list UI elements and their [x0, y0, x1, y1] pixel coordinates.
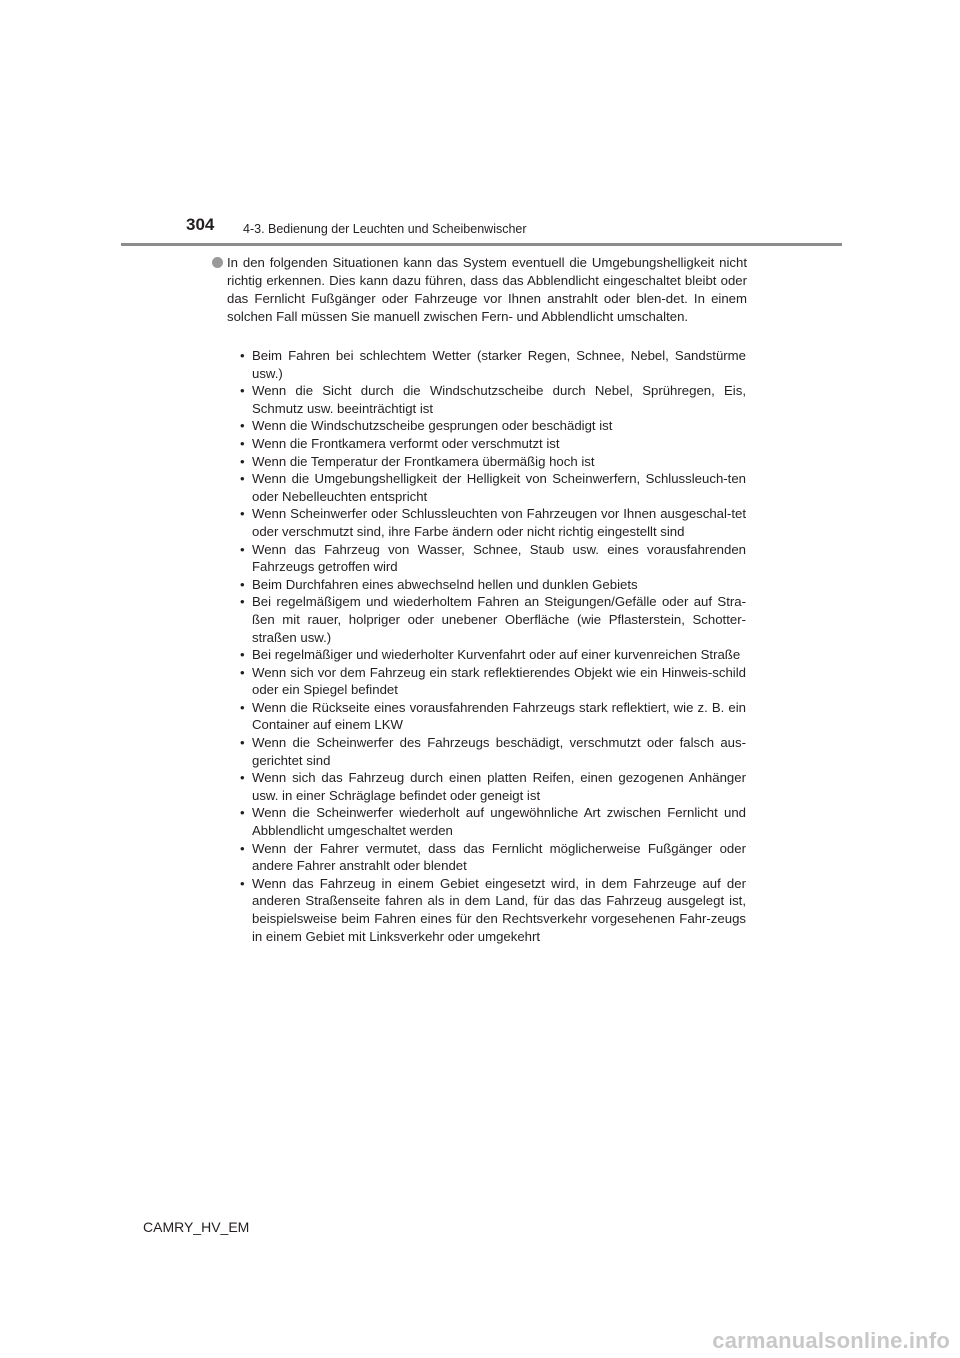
- watermark-logo: carmanualsonline.info: [712, 1328, 950, 1353]
- bullet-icon: •: [240, 506, 245, 522]
- list-item: [240, 541, 746, 576]
- bullet-icon: •: [240, 471, 245, 487]
- section-title: 4-3. Bedienung der Leuchten und Scheibenwischer: [243, 222, 527, 236]
- list-item: [240, 435, 746, 453]
- intro-text: In den folgenden Situationen kann das System eventuell die Umgebungshelligkeit nicht richtig erkennen. Dies kann dazu führen, dass das Abblendlicht eingeschaltet bleibt oder das Fernlicht Fußgänger oder Fahrzeuge vor Ihnen anstrahlt oder blen-det. In einem solchen Fall müssen Sie manuell zwischen Fern- und Abblendlicht umschalten.: [227, 255, 747, 324]
- list-item-text: Wenn sich vor dem Fahrzeug ein stark reflektierendes Objekt wie ein Hinweis-schild oder ein Spiegel befindet: [252, 664, 746, 698]
- bullet-icon: •: [240, 840, 245, 856]
- header-divider: [121, 243, 842, 246]
- list-item-text: Wenn die Sicht durch die Windschutzscheibe durch Nebel, Sprühregen, Eis, Schmutz usw. beeinträchtigt ist: [252, 383, 746, 416]
- bullet-icon: •: [240, 770, 245, 786]
- list-item-text: Beim Durchfahren eines abwechselnd hellen und dunklen Gebiets: [252, 576, 638, 592]
- bullet-icon: •: [240, 875, 245, 891]
- bullet-icon: •: [240, 805, 245, 821]
- list-item-text: Wenn die Windschutzscheibe gesprungen oder beschädigt ist: [252, 418, 613, 434]
- list-item-text: Wenn die Frontkamera verformt oder verschmutzt ist: [252, 435, 560, 451]
- list-item-text: Bei regelmäßiger und wiederholter Kurvenfahrt oder auf einer kurvenreichen Straße: [252, 647, 741, 663]
- bullet-icon: •: [240, 576, 245, 592]
- list-item: [240, 664, 746, 699]
- list-item-text: Wenn die Rückseite eines vorausfahrenden Fahrzeugs stark reflektiert, wie z. B. ein Container auf einem LKW: [252, 699, 746, 733]
- list-item: [240, 453, 746, 471]
- list-item: [240, 505, 746, 540]
- list-item: [240, 734, 746, 769]
- circle-bullet-icon: [212, 257, 223, 268]
- list-item-text: Wenn der Fahrer vermutet, dass das Fernlicht möglicherweise Fußgänger oder andere Fahrer anstrahlt oder blendet: [252, 840, 746, 874]
- list-item: [240, 840, 746, 875]
- list-item-text: Wenn das Fahrzeug in einem Gebiet eingesetzt wird, in dem Fahrzeuge auf der anderen Straßenseite fahren als in dem Land, für das das Fahrzeug ausgelegt ist, beispielsweise beim Fahren eines für den Rechtsverkehr vorgesehenen Fahr-zeugs in einem Gebiet mit Linksverkehr oder umgekehrt: [252, 875, 746, 944]
- bullet-icon: •: [240, 383, 245, 399]
- model-code: CAMRY_HV_EM: [143, 1219, 250, 1235]
- list-item: [240, 470, 746, 505]
- list-item: [240, 699, 746, 734]
- bullet-icon: •: [240, 594, 245, 610]
- list-item: [240, 593, 746, 646]
- list-item-text: Wenn die Temperatur der Frontkamera übermäßig hoch ist: [252, 453, 595, 469]
- list-item: [240, 382, 746, 417]
- bullet-icon: •: [240, 699, 245, 715]
- list-item: [240, 417, 746, 435]
- bullet-icon: •: [240, 664, 245, 680]
- bullet-icon: •: [240, 735, 245, 751]
- bullet-icon: •: [240, 418, 245, 434]
- list-item-text: Wenn Scheinwerfer oder Schlussleuchten von Fahrzeugen vor Ihnen ausgeschal-tet oder verschmutzt sind, ihre Farbe ändern oder nicht richtig eingestellt sind: [252, 506, 746, 539]
- list-item: [240, 769, 746, 804]
- list-item-text: Wenn das Fahrzeug von Wasser, Schnee, Staub usw. eines vorausfahrenden Fahrzeugs getroffen wird: [252, 541, 746, 575]
- bullet-icon: •: [240, 453, 245, 469]
- list-item: [240, 347, 746, 382]
- bullet-icon: •: [240, 348, 245, 363]
- list-item-text: Wenn die Scheinwerfer wiederholt auf ungewöhnliche Art zwischen Fernlicht und Abblendlicht umgeschaltet werden: [252, 805, 746, 839]
- bullet-icon: •: [240, 647, 245, 663]
- list-item-text: Wenn die Scheinwerfer des Fahrzeugs beschädigt, verschmutzt oder falsch aus-gerichtet sind: [252, 735, 746, 768]
- list-item-text: Wenn sich das Fahrzeug durch einen platten Reifen, einen gezogenen Anhänger usw. in einer Schräglage befindet oder geneigt ist: [252, 770, 746, 803]
- list-item-text: Bei regelmäßigem und wiederholtem Fahren an Steigungen/Gefälle oder auf Stra-ßen mit rauer, holpriger oder unebener Oberfläche (wie Pflasterstein, Schotter-straßen usw.): [252, 594, 746, 645]
- list-item-text: Beim Fahren bei schlechtem Wetter (starker Regen, Schnee, Nebel, Sandstürme usw.): [252, 348, 746, 381]
- bullet-icon: •: [240, 435, 245, 451]
- list-item: [240, 804, 746, 839]
- page-number: 304: [186, 215, 215, 234]
- list-item: [240, 875, 746, 945]
- bullet-icon: •: [240, 541, 245, 557]
- list-item: [240, 576, 746, 594]
- list-item-text: Wenn die Umgebungshelligkeit der Helligkeit von Scheinwerfern, Schlussleuch-ten oder Nebelleuchten entspricht: [252, 471, 746, 504]
- situation-list: [240, 347, 746, 945]
- list-item: [240, 646, 746, 664]
- intro-paragraph: [227, 254, 747, 326]
